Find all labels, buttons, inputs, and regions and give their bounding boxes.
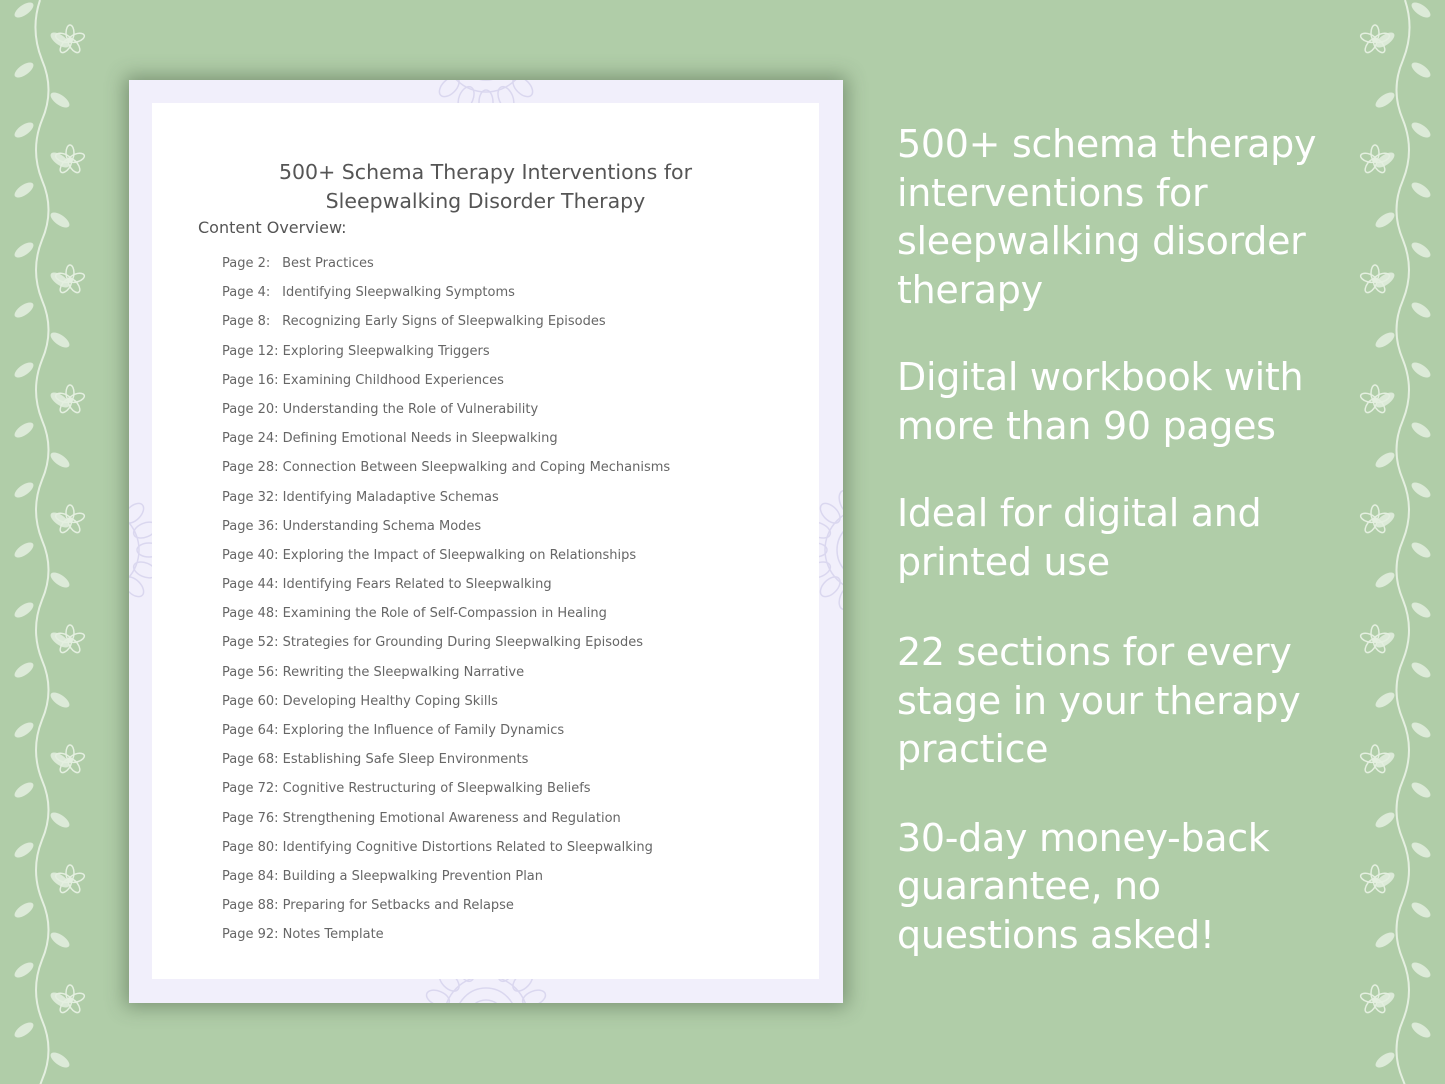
- toc-item: [222, 838, 670, 867]
- right-floral-vine: [1345, 0, 1445, 1084]
- toc-section-title: Cognitive Restructuring of Sleepwalking Beliefs: [282, 781, 591, 797]
- toc-item: [222, 721, 670, 750]
- toc-page-number: Page 20:: [222, 401, 279, 417]
- toc-section-title: Exploring the Influence of Family Dynamics: [282, 723, 565, 738]
- feature-line: more than 90 pages: [897, 403, 1276, 448]
- mandala-icon: [376, 978, 596, 1003]
- toc-section-title: Identifying Fears Related to Sleepwalking: [282, 577, 552, 593]
- content-overview-heading: Content Overview:: [198, 218, 347, 237]
- toc-section-title: Examining Childhood Experiences: [282, 372, 504, 388]
- toc-page-number: Page 88:: [222, 898, 279, 914]
- toc-page-number: Page 4:: [222, 285, 271, 301]
- toc-item: [222, 809, 670, 838]
- toc-section-title: Establishing Safe Sleep Environments: [282, 752, 529, 768]
- toc-item: [222, 750, 670, 779]
- feature-line: 22 sections for every: [897, 630, 1292, 674]
- toc-item: [222, 458, 670, 487]
- toc-item: [222, 546, 670, 575]
- feature-interventions: [897, 120, 1347, 314]
- left-floral-vine: [0, 0, 100, 1084]
- toc-section-title: Best Practices: [282, 256, 374, 271]
- toc-page-number: Page 48:: [222, 606, 279, 622]
- floral-vine-icon: [0, 0, 100, 1084]
- toc-section-title: Strengthening Emotional Awareness and Regulation: [282, 810, 621, 826]
- toc-section-title: Exploring Sleepwalking Triggers: [282, 343, 490, 359]
- feature-line: stage in your therapy: [897, 678, 1301, 723]
- toc-item: [222, 254, 670, 283]
- toc-item: [222, 604, 670, 633]
- toc-section-title: Recognizing Early Signs of Sleepwalking Episodes: [282, 314, 606, 330]
- feature-line: 500+ schema therapy: [897, 122, 1317, 166]
- toc-item: [222, 371, 670, 400]
- feature-list: [897, 120, 1347, 959]
- toc-item: [222, 663, 670, 692]
- toc-page-number: Page 12:: [222, 343, 279, 359]
- document-preview: [129, 80, 843, 1003]
- toc-page-number: Page 56:: [222, 664, 279, 680]
- feature-line: practice: [897, 727, 1049, 771]
- toc-item: [222, 575, 670, 604]
- document-title-line: Sleepwalking Disorder Therapy: [325, 189, 646, 213]
- feature-line: printed use: [897, 539, 1110, 584]
- toc-page-number: Page 64:: [222, 723, 279, 738]
- toc-item: [222, 633, 670, 662]
- feature-guarantee: [897, 814, 1347, 960]
- toc-page-number: Page 32:: [222, 489, 279, 505]
- toc-page-number: Page 44:: [222, 577, 279, 593]
- mandala-icon: [819, 450, 843, 650]
- feature-line: guarantee, no: [897, 864, 1161, 908]
- toc-page-number: Page 16:: [222, 372, 279, 388]
- toc-section-title: Building a Sleepwalking Prevention Plan: [282, 868, 544, 884]
- toc-item: [222, 779, 670, 808]
- toc-page-number: Page 92:: [222, 927, 279, 943]
- document-title: [152, 158, 819, 216]
- toc-section-title: Examining the Role of Self-Compassion in Healing: [282, 606, 607, 622]
- toc-section-title: Identifying Sleepwalking Symptoms: [282, 285, 515, 301]
- toc-section-title: Defining Emotional Needs in Sleepwalking: [282, 431, 558, 447]
- toc-item: [222, 896, 670, 925]
- toc-page-number: Page 2:: [222, 256, 271, 271]
- toc-page-number: Page 80:: [222, 839, 279, 855]
- toc-section-title: Notes Template: [282, 927, 384, 943]
- feature-line: therapy: [897, 267, 1043, 312]
- toc-item: [222, 925, 670, 954]
- toc-page-number: Page 68:: [222, 752, 279, 768]
- toc-item: [222, 517, 670, 546]
- toc-section-title: Exploring the Impact of Sleepwalking on Relationships: [282, 547, 637, 563]
- toc-item: [222, 400, 670, 429]
- feature-line: sleepwalking disorder: [897, 219, 1306, 263]
- toc-section-title: Preparing for Setbacks and Relapse: [282, 898, 514, 914]
- feature-line: Digital workbook with: [897, 355, 1304, 399]
- table-of-contents: [222, 254, 670, 955]
- mandala-icon: [129, 450, 153, 650]
- toc-item: [222, 283, 670, 312]
- toc-section-title: Understanding Schema Modes: [282, 518, 482, 534]
- floral-vine-icon: [1345, 0, 1445, 1084]
- feature-line: interventions for: [897, 170, 1208, 215]
- toc-section-title: Rewriting the Sleepwalking Narrative: [282, 664, 525, 680]
- toc-section-title: Understanding the Role of Vulnerability: [282, 401, 539, 417]
- toc-section-title: Developing Healthy Coping Skills: [282, 693, 498, 709]
- toc-item: [222, 312, 670, 341]
- feature-line: 30-day money-back: [897, 815, 1270, 860]
- toc-page-number: Page 84:: [222, 868, 279, 884]
- toc-item: [222, 342, 670, 371]
- toc-section-title: Identifying Maladaptive Schemas: [282, 489, 499, 505]
- toc-page-number: Page 52:: [222, 635, 279, 651]
- toc-section-title: Strategies for Grounding During Sleepwalking Episodes: [282, 635, 643, 651]
- toc-item: [222, 692, 670, 721]
- feature-usage: [897, 489, 1347, 586]
- toc-page-number: Page 40:: [222, 547, 279, 563]
- toc-item: [222, 867, 670, 896]
- toc-section-title: Identifying Cognitive Distortions Related to Sleepwalking: [282, 839, 653, 855]
- feature-pages: [897, 353, 1347, 450]
- toc-page-number: Page 36:: [222, 518, 279, 534]
- feature-line: Ideal for digital and: [897, 491, 1262, 535]
- toc-page-number: Page 76:: [222, 810, 279, 826]
- document-paper: [152, 103, 819, 979]
- toc-page-number: Page 60:: [222, 693, 279, 709]
- document-title-line: 500+ Schema Therapy Interventions for: [278, 160, 693, 184]
- feature-sections: [897, 628, 1347, 774]
- toc-section-title: Connection Between Sleepwalking and Coping Mechanisms: [282, 460, 671, 476]
- toc-item: [222, 429, 670, 458]
- feature-line: questions asked!: [897, 912, 1215, 957]
- toc-item: [222, 488, 670, 517]
- toc-page-number: Page 24:: [222, 431, 279, 447]
- toc-page-number: Page 28:: [222, 460, 279, 476]
- mandala-icon: [376, 80, 596, 104]
- toc-page-number: Page 72:: [222, 781, 279, 797]
- toc-page-number: Page 8:: [222, 314, 271, 330]
